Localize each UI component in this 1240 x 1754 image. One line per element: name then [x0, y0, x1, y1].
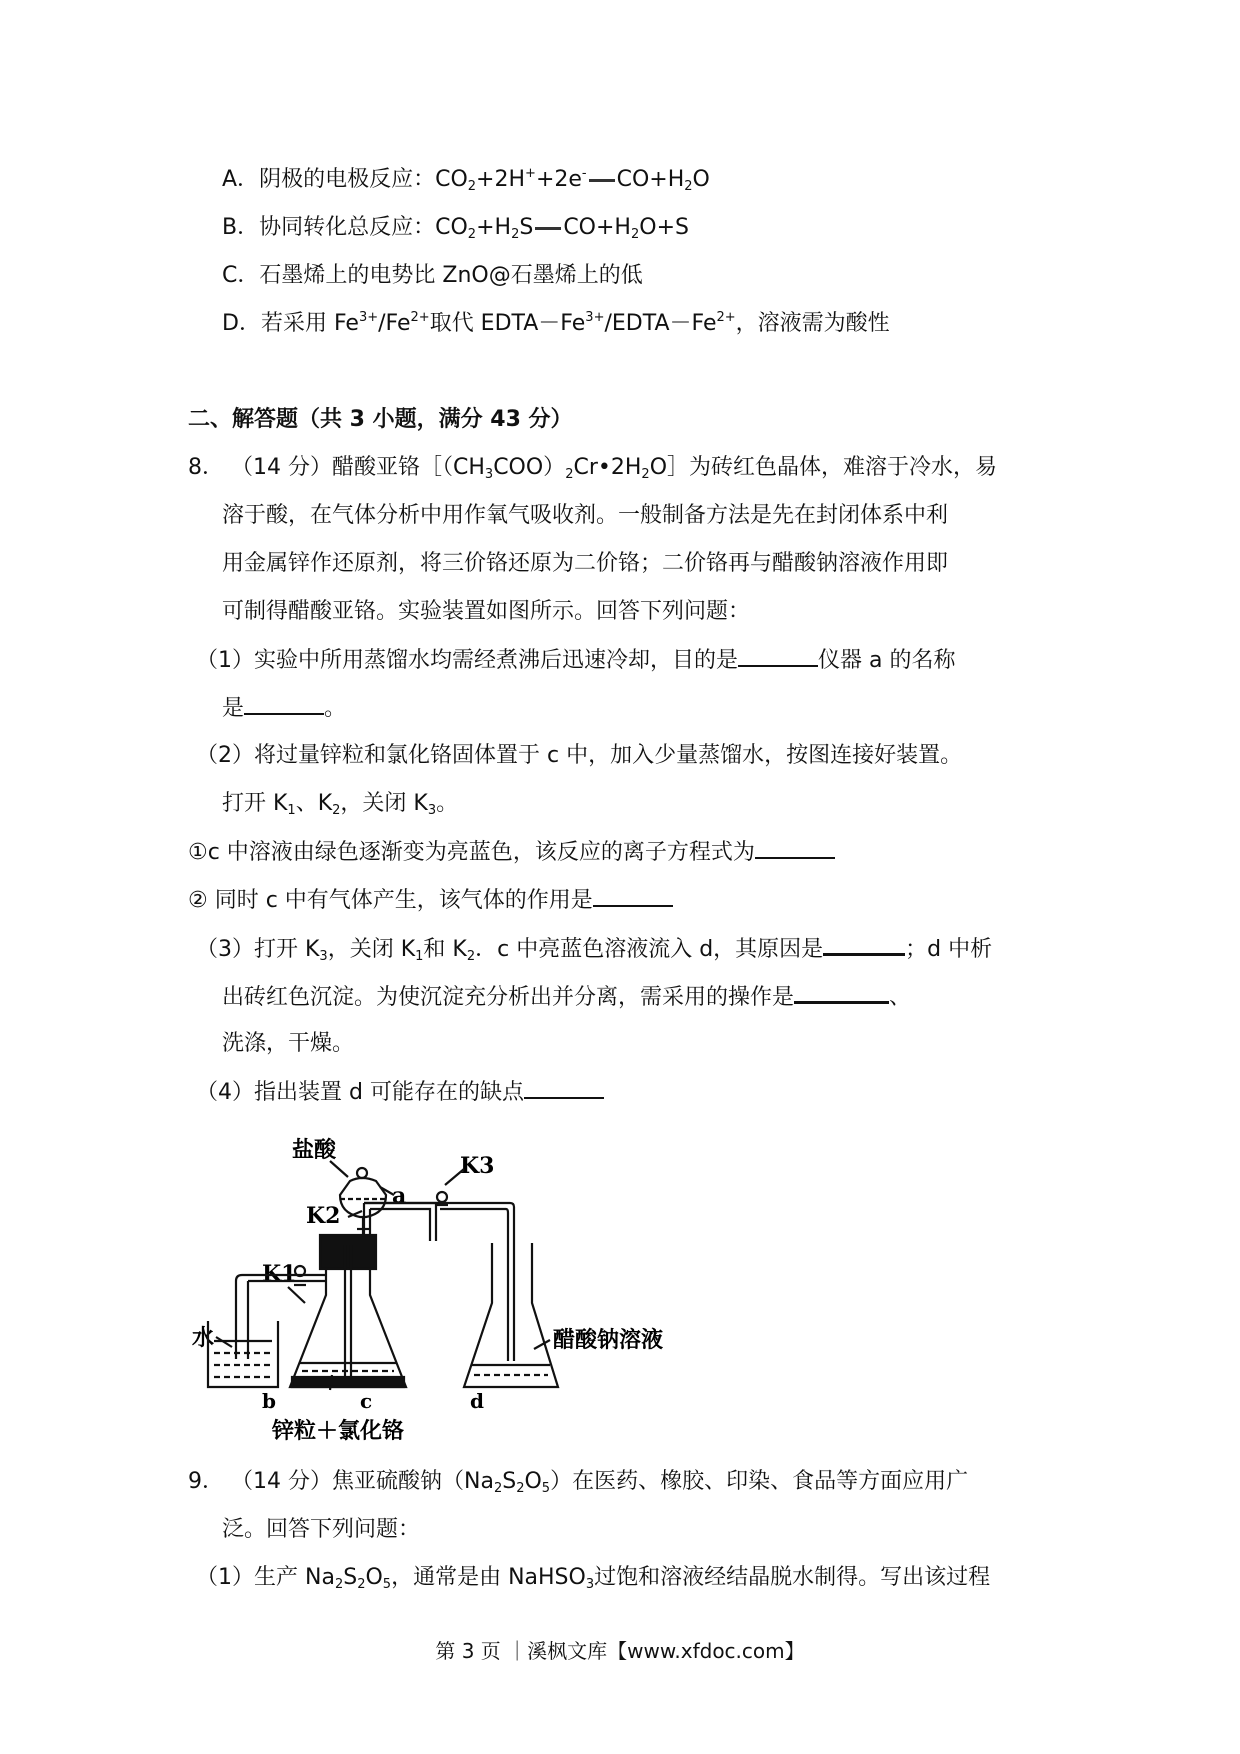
label-naac: 醋酸钠溶液 — [553, 1327, 664, 1353]
apparatus-figure — [180, 1125, 720, 1445]
label-water: 水 — [192, 1325, 215, 1351]
label-c: c — [360, 1389, 373, 1413]
answer-blank[interactable] — [823, 933, 905, 956]
q8-part2-ii: ② 同时 c 中有气体产生，该气体的作用是 — [188, 885, 673, 916]
answer-blank[interactable] — [524, 1077, 604, 1099]
answer-blank[interactable] — [738, 645, 818, 667]
q8-part3: （3）打开 $K_3$，关闭 $K_1$和 $K_2$．c 中亮蓝色溶液流入 d，其原因是 ；d 中析 — [196, 933, 992, 965]
q8-line3: 用金属锌作还原剂，将三价铬还原为二价铬；二价铬再与醋酸钠溶液作用即 — [222, 551, 949, 576]
apparatus-drawing — [208, 1161, 558, 1390]
label-k2: K2 — [306, 1203, 341, 1229]
q8-line1: 8． （14 分）醋酸亚铬$[(CH_3COO)_2Cr•2H_2O]$为砖红色晶体，难溶于冷水，易 — [188, 455, 998, 482]
option-a: A．阴极的电极反应：$CO_2+2H^++2e^-$ $CO+H_2O$ — [222, 166, 710, 194]
q8-part1: （1）实验中所用蒸馏水均需经煮沸后迅速冷却，目的是 仪器 a 的名称 — [196, 645, 955, 676]
option-c: C．石墨烯上的电势比 ZnO@石墨烯上的低 — [222, 263, 643, 288]
q8-line4: 可制得醋酸亚铬。实验装置如图所示。回答下列问题： — [222, 599, 751, 624]
equals-bar — [535, 227, 561, 230]
q8-part2-i: ①c 中溶液由绿色逐渐变为亮蓝色，该反应的离子方程式为 — [188, 837, 835, 868]
q9-line2: 泛。回答下列问题： — [222, 1517, 421, 1542]
q9-line1: 9． （14 分）焦亚硫酸钠$(Na_2S_2O_5)$在医药、橡胶、印染、食品等方面应用广 — [188, 1469, 969, 1496]
q8-part3-end: 洗涤，干燥。 — [222, 1031, 355, 1056]
q8-part3-cont: 出砖红色沉淀。为使沉淀充分析出并分离，需采用的操作是 、 — [222, 981, 911, 1013]
label-zn-crcl3: 锌粒＋氯化铬 — [272, 1418, 405, 1444]
page-footer: 第 3 页 ｜溪枫文库【www.xfdoc.com】 — [435, 1639, 805, 1663]
q8-part4: （4）指出装置 d 可能存在的缺点 — [196, 1077, 604, 1108]
label-a: a — [392, 1183, 407, 1209]
option-d: D．若采用 $Fe^{3+}/Fe^{2+}$取代 $EDTA-Fe^{3+}/EDTA-Fe^{2+}$，溶液需为酸性 — [222, 310, 890, 336]
answer-blank[interactable] — [244, 693, 324, 715]
q8-part2: （2）将过量锌粒和氯化铬固体置于 c 中，加入少量蒸馏水，按图连接好装置。 — [196, 743, 963, 768]
option-b: B．协同转化总反应：$CO_2+H_2S$ $CO+H_2O+S$ — [222, 215, 689, 242]
q8-part2-cont: 打开 $K_1$、$K_2$，关闭 $K_3$。 — [222, 791, 459, 818]
answer-blank[interactable] — [794, 981, 889, 1004]
label-hcl: 盐酸 — [292, 1137, 337, 1163]
q8-part1-cont: 是 。 — [222, 693, 346, 724]
label-d: d — [470, 1389, 484, 1413]
label-b: b — [262, 1389, 276, 1413]
section-title: 二、解答题（共 3 小题，满分 43 分） — [188, 407, 573, 432]
answer-blank[interactable] — [593, 885, 673, 907]
answer-blank[interactable] — [755, 837, 835, 859]
label-k1: K1 — [262, 1261, 297, 1287]
equals-bar — [589, 179, 615, 182]
label-k3: K3 — [460, 1153, 495, 1179]
q9-part1: （1）生产 $Na_2S_2O_5$，通常是由 NaHSO$_3$过饱和溶液经结晶脱水制得。写出该过程 — [196, 1565, 991, 1592]
q8-line2: 溶于酸，在气体分析中用作氧气吸收剂。一般制备方法是先在封闭体系中利 — [222, 503, 949, 528]
